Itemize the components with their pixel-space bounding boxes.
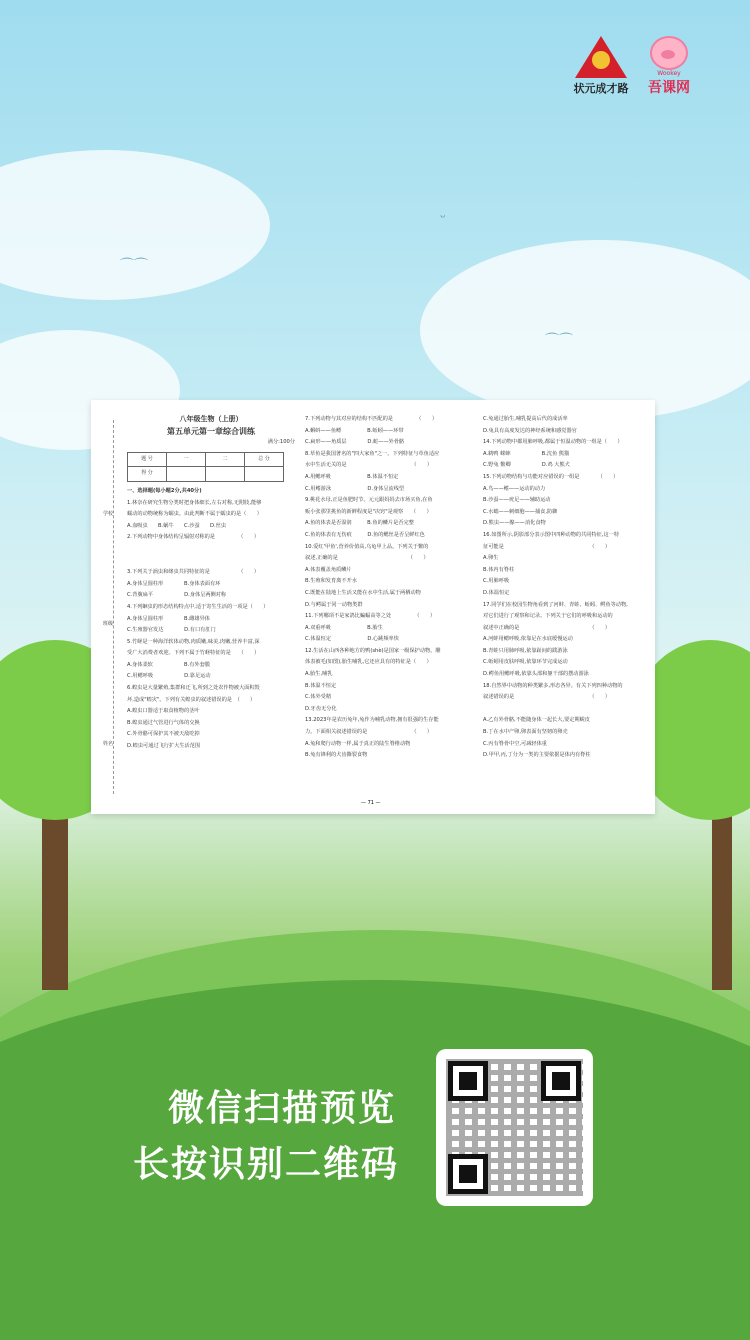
question-line: 9.桃花水母,正是鱼肥时节。元元跟妈妈去市场买鱼,在鱼	[305, 497, 433, 504]
question-line: B.蝗虫通过气管进行气体的交换	[127, 719, 200, 726]
question-line: B.生殖和发育离不开水	[305, 578, 357, 585]
question-line: B.沙蚕——疣足——辅助运动	[483, 497, 551, 504]
question-line: B.体温不恒定	[305, 682, 337, 689]
question-line: 6.蝗虫是大量繁殖,集群和迁飞,所到之处农作物被大面积毁	[127, 685, 260, 692]
question-line	[127, 556, 295, 568]
question-line	[127, 544, 295, 556]
question-line: C.体温恒定 D.心跳频率快	[305, 636, 399, 643]
logo-left-label: 状元成才路	[573, 82, 629, 95]
question-line: 蠕动的动物统称为蠕虫。由此判断不属于蠕虫的是（ ）	[127, 511, 262, 518]
question-list-3	[483, 414, 643, 762]
score-cell: 题 号	[128, 452, 167, 467]
question-line: C.野兔 鳖卿 D.鸡 大熊犬	[483, 462, 570, 469]
caption-longpress: 长按识别二维码	[133, 1144, 400, 1185]
question-line: D.与鳄属于同一动物类群	[305, 601, 363, 608]
question-line: 对它们进行了观察和记录。下列关于它们的呼吸和运动的	[483, 613, 613, 620]
question-line: C.用鳍游泳 D.身体呈流线型	[305, 485, 405, 492]
logo-triangle-icon	[575, 36, 627, 78]
column-2	[305, 414, 473, 762]
question-line: 14.下列动物中都用肺呼吸,都属于恒温动物的一组是（ ）	[483, 439, 623, 446]
question-line: A.胎生,哺乳	[305, 671, 333, 678]
tree-trunk	[42, 790, 68, 990]
side-label: 姓名	[103, 741, 114, 747]
question-line: A.乙有外骨骼,不能随身体一起长大,要定期蜕皮	[483, 717, 590, 724]
question-line: A.鹤鸭 蝾蟀 B.沈鱼 熊猫	[483, 450, 570, 457]
question-line: 叙述,正确的是 （ ）	[305, 555, 429, 562]
question-line: C.用肺呼吸	[483, 578, 510, 585]
question-line: C.兔通过胎生,哺乳提高后代的成活率	[483, 416, 568, 422]
side-label: 学校	[103, 511, 114, 517]
tree-trunk	[712, 790, 732, 990]
question-line: D.鳄鱼用鳃呼吸,依靠头部和躯干部的摆动游泳	[483, 671, 589, 678]
question-line: 16.如图所示,阴影部分表示图中四种动物的共同特征,这一特	[483, 531, 620, 538]
question-line: A.双重呼吸 B.胎生	[305, 624, 383, 631]
question-line: D.兔具有高度发达的神经系统和感觉器官	[483, 427, 577, 434]
question-line: A.身体呈圆柱形 B.雌雄异体	[127, 615, 210, 622]
question-line: A.身体呈圆柱形 B.身体表面有环	[127, 580, 221, 587]
doc-subtitle: 八年级生物（上册）	[179, 415, 243, 423]
question-line: 3.下列关于涡虫和绦虫共同特征的是 （ ）	[127, 569, 260, 576]
question-line: C.体外受精	[305, 694, 332, 701]
question-line: B.体内有脊柱	[483, 566, 515, 573]
question-line: B.兔有锋利的犬齿撕裂食物	[305, 752, 368, 759]
score-cell	[167, 467, 206, 482]
question-line: 15.下列动物结构与功能对应错误的一组是 （ ）	[483, 473, 619, 480]
question-list-2	[305, 414, 473, 762]
score-cell: 得 分	[128, 467, 167, 482]
question-line: 水中生活无关的是 （ ）	[305, 462, 433, 469]
score-cell	[206, 467, 245, 482]
bird-icon: ⌒⌒	[545, 333, 573, 349]
question-line: B.丁在水中产卵,卵表面有坚韧的卵壳	[483, 729, 568, 736]
score-cell	[245, 467, 284, 482]
logo-zhuangyuan	[572, 36, 630, 96]
question-line: C.生殖器官发达 D.有口有肛门	[127, 627, 216, 634]
question-line: A.蝌蚪——鱼鳔 B.蚯蚓——环带	[305, 427, 404, 434]
question-line: 1.林奈在研究生物分类时把身体细长,左右对称,无附肢,能够	[127, 499, 262, 506]
question-line: D.牙齿无分化	[305, 705, 337, 712]
question-line: 12.生活在山西各种地方的鸭(shè)是国家一级保护动物。雕	[305, 647, 441, 654]
page-number: — 71 —	[361, 800, 381, 806]
question-line: 力。下面相关叙述错误的是 （ ）	[305, 729, 433, 736]
score-cell: 二	[206, 452, 245, 467]
bird-icon: ⌒⌒	[120, 258, 148, 274]
qr-finder	[448, 1154, 488, 1194]
column-1	[127, 414, 295, 753]
question-list-1	[127, 498, 295, 753]
question-line: 体表被毛(如图),胎生哺乳,它还应具有的特征是（ ）	[305, 659, 432, 666]
full-score: 满分:100分	[267, 439, 295, 446]
question-line: C.背腹扁平 D.身体呈两侧对称	[127, 592, 227, 599]
question-line: A.用鳃呼吸 B.体温不恒定	[305, 473, 399, 480]
question-line: C.水螅——刺细胞——捕食,防御	[483, 508, 558, 515]
question-line: 13.2023年是农历兔年,兔作为哺乳动物,拥有很强的生存能	[305, 717, 439, 724]
question-line: 征可能是 （ ）	[483, 543, 611, 550]
question-line: C.既能在陆地上生活又能在水中生活,属于两栖动物	[305, 589, 421, 596]
column-3	[483, 414, 643, 762]
question-line: C.蚯蚓用皮肤呼吸,依靠环节完成运动	[483, 659, 568, 666]
question-line: 7.下列动物与其对应的结构不匹配的是 （ ）	[305, 416, 438, 422]
question-line	[483, 704, 643, 716]
document-preview[interactable]	[91, 400, 655, 814]
side-label: 班级	[103, 621, 114, 627]
question-line: A.河蚌用鳃呼吸,依靠足在水底缓慢运动	[483, 636, 573, 643]
question-line: A.体表覆盖角质鳞片	[305, 566, 352, 573]
question-line: C.丙有脊骨中空,可减轻体重	[483, 740, 547, 747]
score-cell: 一	[167, 452, 206, 467]
question-line: 11.下列哪项不是家鸽比蝙蝠高等之处 （ ）	[305, 613, 436, 620]
question-line: A.鸟——鳍——运动的动力	[483, 485, 546, 492]
question-line: 叙述中正确的是 （ ）	[483, 624, 611, 631]
question-line: C.外骨骼可保护其不被天敌吃掉	[127, 731, 200, 738]
logo-wukewang	[638, 36, 700, 97]
qr-finder	[448, 1061, 488, 1101]
qr-code[interactable]	[436, 1049, 593, 1206]
doc-title: 第五单元第一章综合训练	[167, 426, 255, 436]
question-line: 17.同学们在校园生物角看到了河蚌、青蛙、蚯蚓、鳄鱼等动物,	[483, 601, 628, 608]
question-line: C.扁形——角质层 D.蛇——外骨骼	[305, 439, 405, 446]
question-line: 2.下列动物中身体结构呈辐射对称的是 （ ）	[127, 534, 260, 541]
score-table	[127, 452, 284, 482]
question-line: 18.自然界中动物的种类繁多,形态各异。有关下列四种动物的	[483, 682, 623, 689]
question-line: 贩小张那里挑鱼的新鲜程度是"决窍"是观察 （ ）	[305, 508, 432, 515]
question-line: 叙述错误的是 （ ）	[483, 694, 611, 701]
question-line: 5.竹蛏是一种海洋软体动物,肉质嫩,味美,肉嫩,营养丰富,深	[127, 638, 260, 645]
question-line: 10.爱红'甲鱼',营养价值高,乌龟甲上品。下列关于鳖的	[305, 543, 429, 550]
question-line: A.蝗虫口器适于取食植物的茎叶	[127, 708, 200, 715]
question-line: 受广大消费者欢迎。下列不属于竹蛏特征的是 （ ）	[127, 650, 260, 657]
pig-icon	[650, 36, 688, 70]
question-line: C.鱼的体表有无伤痕 D.鱼的鳃丝是否呈鲜红色	[305, 531, 425, 538]
question-line: D.甲甲,丙,丁分为一类的主要依据是体内有脊柱	[483, 752, 591, 759]
question-line: A.血吸虫 B.蜗牛 C.沙蚕 D.丝虫	[127, 522, 227, 529]
question-line: D.体温恒定	[483, 589, 510, 596]
question-line: C.用鳃呼吸 D.靠足运动	[127, 673, 211, 680]
qr-finder	[541, 1061, 581, 1101]
bird-icon: ᵕ	[440, 210, 446, 226]
question-line: 坏,造成"蝗灾"。下列有关蝗虫的叙述错误的是 （ ）	[127, 696, 256, 703]
question-line: B.青蛙只用肺呼吸,依靠趾间的蹼游泳	[483, 647, 568, 654]
section-heading: 一、选择题(每小题2分,共40分)	[127, 487, 202, 494]
logo-right-sub: Wookey	[657, 70, 681, 77]
question-line: A.身体柔软 B.有外套膜	[127, 661, 210, 668]
question-line: A.卵生	[483, 555, 499, 562]
question-line: 4.下列蛔虫的形态结构特点中,适于寄生生活的一项是（ ）	[127, 603, 269, 610]
question-line: D.熊虫——腺——消化食物	[483, 520, 546, 527]
score-cell: 总 分	[245, 452, 284, 467]
logo-right-label: 吾课网	[648, 80, 690, 96]
question-line: D.蝗虫可通过飞行扩大生活范围	[127, 743, 201, 750]
question-line: A.鱼的体表是否湿润 B.鱼的鳞片是否完整	[305, 520, 414, 527]
caption-scan: 微信扫描预览	[168, 1088, 397, 1129]
question-line: 8.草鱼是我国著名的"四大家鱼"之一。下列特征与草鱼适应	[305, 450, 440, 457]
binding-line	[103, 420, 114, 794]
question-line: A.兔和爬行动物一样,属于真正的陆生脊椎动物	[305, 740, 411, 747]
